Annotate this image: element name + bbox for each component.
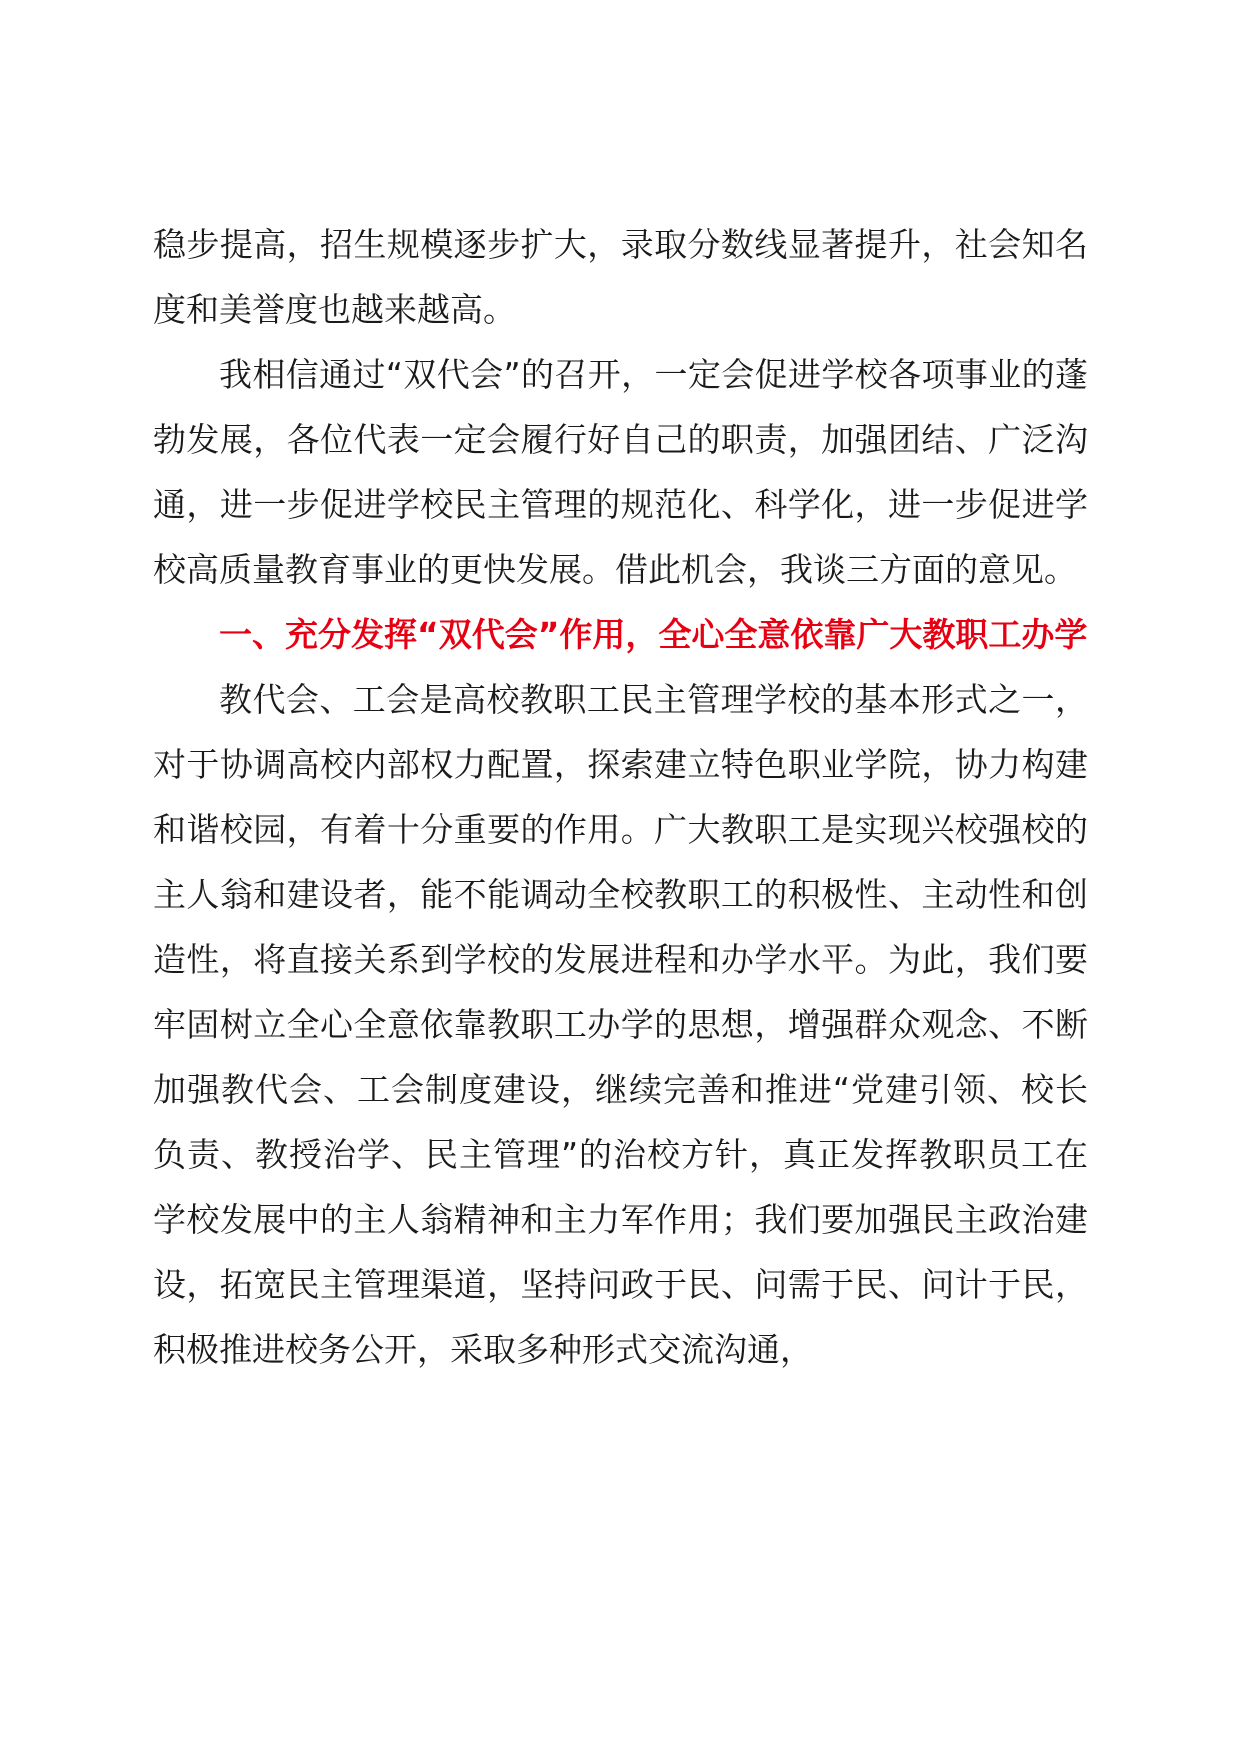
document-body — [153, 212, 1088, 1382]
paragraph-continuation: 稳步提高，招生规模逐步扩大，录取分数线显著提升，社会知名度和美誉度也越来越高。 — [153, 225, 1088, 329]
paragraph-opening-remarks: 我相信通过“双代会”的召开，一定会促进学校各项事业的蓬勃发展，各位代表一定会履行好自己的职责，加强团结、广泛沟通，进一步促进学校民主管理的规范化、科学化，进一步促进学校高质量教育事业的更快发展。借此机会，我谈三方面的意见。 — [153, 355, 1088, 589]
section-heading-1: 一、充分发挥“双代会”作用，全心全意依靠广大教职工办学 — [219, 615, 1088, 654]
paragraph-section-1-body: 教代会、工会是高校教职工民主管理学校的基本形式之一，对于协调高校内部权力配置，探索建立特色职业学院，协力构建和谐校园，有着十分重要的作用。广大教职工是实现兴校强校的主人翁和建设者，能不能调动全校教职工的积极性、主动性和创造性，将直接关系到学校的发展进程和办学水平。为此，我们要牢固树立全心全意依靠教职工办学的思想，增强群众观念、不断加强教代会、工会制度建设，继续完善和推进“党建引领、校长负责、教授治学、民主管理”的治校方针，真正发挥教职员工在学校发展中的主人翁精神和主力军作用；我们要加强民主政治建设，拓宽民主管理渠道，坚持问政于民、问需于民、问计于民，积极推进校务公开，采取多种形式交流沟通， — [153, 680, 1088, 1369]
